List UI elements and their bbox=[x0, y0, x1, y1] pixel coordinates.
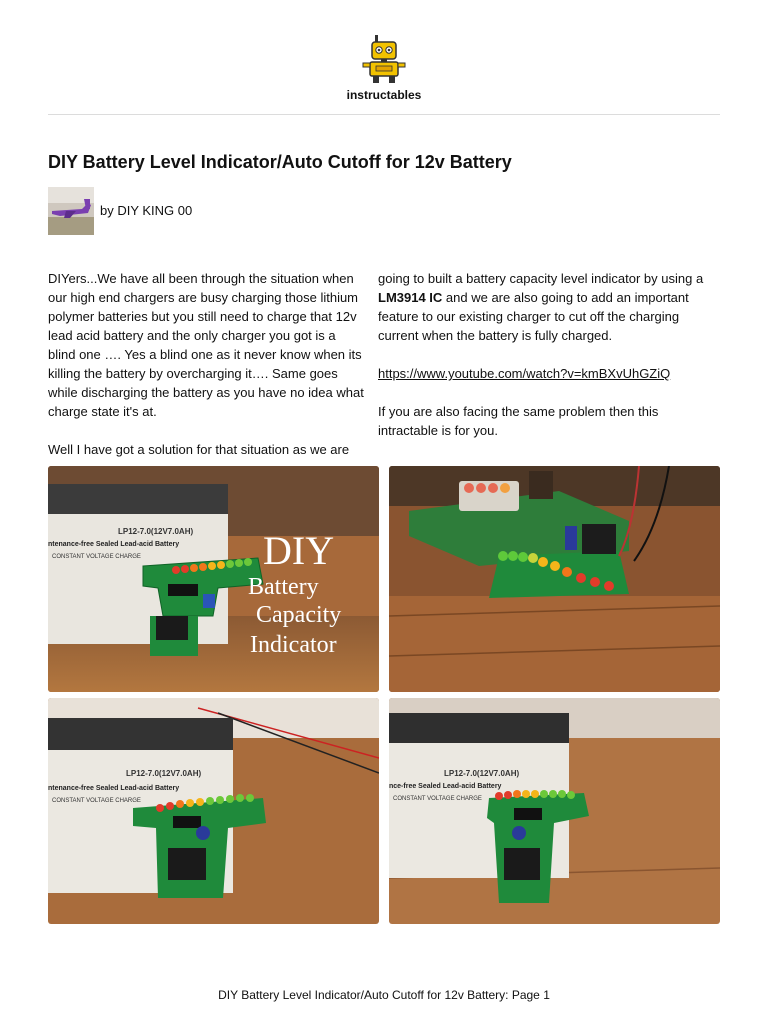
photo-board-angled-battery[interactable] bbox=[389, 698, 720, 924]
battery-type-label: ntenance-free Sealed Lead-acid Battery bbox=[48, 541, 180, 548]
article-column-right bbox=[378, 269, 708, 459]
battery-type-label: nce-free Sealed Lead-acid Battery bbox=[389, 783, 502, 790]
page-title: DIY Battery Level Indicator/Auto Cutoff for 12v Battery bbox=[48, 152, 512, 172]
solution-paragraph: Well I have got a solution for that situation as we are bbox=[48, 442, 350, 457]
plan-paragraph: going to built a battery capacity level indicator by using a LM3914 IC and we are also going to add an important feature to our existing charger to cut off the charging current when the battery is fully charged. bbox=[378, 271, 704, 343]
battery-model-label: LP12-7.0(12V7.0AH) bbox=[118, 527, 194, 536]
article-column-left bbox=[48, 269, 366, 478]
page-footer: DIY Battery Level Indicator/Auto Cutoff for 12v Battery: Page 1 bbox=[218, 988, 550, 1002]
instructables-robot-logo-icon[interactable] bbox=[357, 33, 411, 87]
photo-battery-indicator-title[interactable] bbox=[48, 466, 379, 692]
photo-boards-on-table[interactable] bbox=[389, 466, 720, 692]
overlay-line-1: DIY bbox=[263, 528, 335, 573]
author-byline[interactable]: by DIY KING 00 bbox=[100, 203, 193, 218]
author-avatar[interactable] bbox=[48, 187, 94, 235]
overlay-line-3: Capacity bbox=[256, 602, 342, 628]
battery-model-label: LP12-7.0(12V7.0AH) bbox=[126, 769, 202, 778]
video-paragraph bbox=[378, 364, 708, 383]
battery-model-label: LP12-7.0(12V7.0AH) bbox=[444, 769, 520, 778]
battery-type-label: ntenance-free Sealed Lead-acid Battery bbox=[48, 785, 180, 792]
audience-paragraph: If you are also facing the same problem then this intractable is for you. bbox=[378, 404, 659, 438]
overlay-line-2: Battery bbox=[248, 574, 319, 600]
intro-paragraph: DIYers...We have all been through the situation when our high end chargers are busy charging those lithium polymer batteries but you still need to charge that 12v lead acid battery and the only charger you got is a blind one …. Yes a blind one as it never know when its killing the battery by overcharging it…. Same goes while discharging the battery as you have no idea what charge state it's at. bbox=[48, 271, 364, 419]
brand-name[interactable]: instructables bbox=[346, 88, 422, 102]
battery-charge-label: CONSTANT VOLTAGE CHARGE bbox=[52, 554, 141, 560]
video-link[interactable]: https://www.youtube.com/watch?v=kmBXvUhGZiQ bbox=[378, 366, 671, 381]
photo-board-front-battery[interactable] bbox=[48, 698, 379, 924]
battery-charge-label: CONSTANT VOLTAGE CHARGE bbox=[52, 798, 141, 804]
ic-name: LM3914 IC bbox=[378, 290, 443, 305]
overlay-line-4: Indicator bbox=[250, 632, 337, 658]
header-divider bbox=[48, 114, 720, 115]
battery-charge-label: CONSTANT VOLTAGE CHARGE bbox=[393, 796, 482, 802]
